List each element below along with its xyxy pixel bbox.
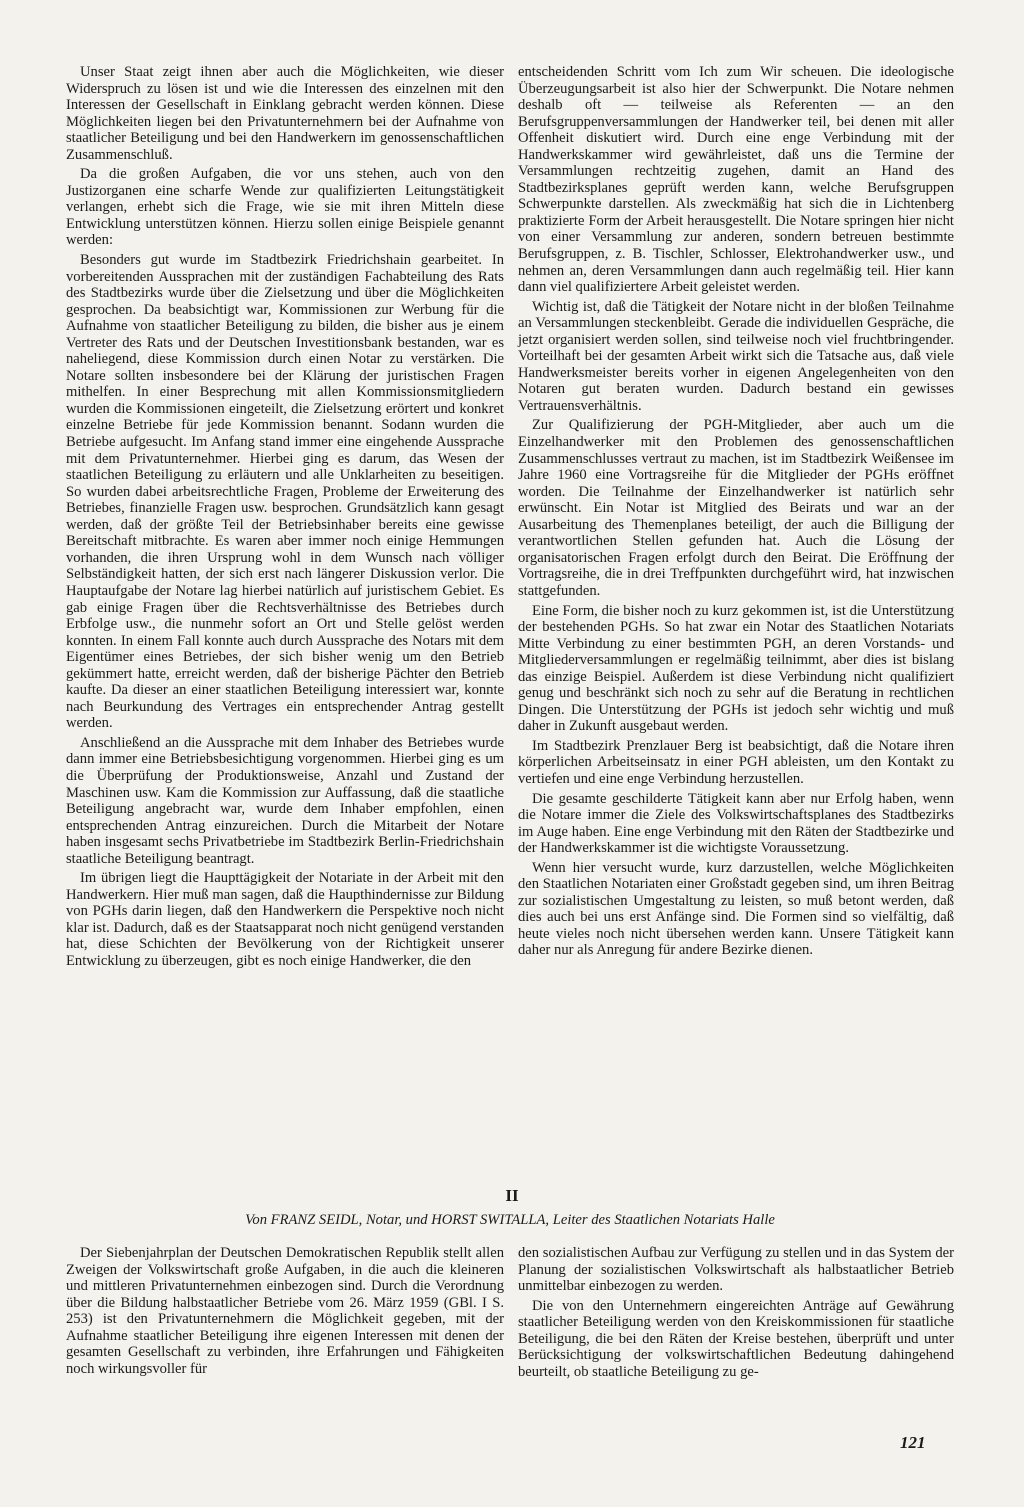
page-number: 121: [900, 1433, 926, 1452]
paragraph: Wichtig ist, daß die Tätigkeit der Notare nicht in der bloßen Teilnahme an Versammlungen steckenbleibt. Gerade die individuellen Gespräche, die jetzt organisiert werden sollen, sind teilweise noch viel fruchtbringender. Vorteilhaft bei der gesamten Arbeit wirkt sich die Tatsache aus, daß viele Handwerksmeister bereits vorher in eigenen Angelegenheiten von den Notaren gut beraten wurden. Dadurch bestand ein gewisses Vertrauensverhältnis.: [518, 298, 954, 414]
paragraph: Zur Qualifizierung der PGH-Mitglieder, aber auch um die Einzelhandwerker mit den Problemen des genossenschaftlichen Zusammenschlusses vertraut zu machen, ist im Stadtbezirk Weißensee im Jahre 1960 eine Vortragsreihe für die Mitglieder der PGHs eröffnet worden. Die Teilnahme der Einzelhandwerker ist natürlich sehr erwünscht. Ein Notar ist Mitglied des Beirats und war an der Ausarbeitung des Themenplanes beteiligt, der auch die Billigung der verantwortlichen Stellen gefunden hat. Auch die Lösung der organisatorischen Fragen erfolgt durch den Beirat. Die Eröffnung der Vortragsreihe, die in drei Treffpunkten durchgeführt wird, hat inzwischen stattgefunden.: [518, 417, 954, 599]
paragraph: den sozialistischen Aufbau zur Verfügung zu stellen und in das System der Planung der sozialistischen Volkswirtschaft als halbstaatlicher Betrieb unmittelbar einbezogen zu werden.: [518, 1245, 954, 1295]
paragraph: Die gesamte geschilderte Tätigkeit kann aber nur Erfolg haben, wenn die Notare immer die Ziele des Volkswirtschaftsplanes des Stadtbezirks im Auge haben. Eine enge Verbindung mit den Räten der Stadtbezirke und der Handwerkskammer ist die wichtigste Voraussetzung.: [518, 790, 954, 857]
right-column-top: [518, 64, 954, 962]
section-byline: Von FRANZ SEIDL, Notar, und HORST SWITALLA, Leiter des Staatlichen Notariats Halle: [245, 1212, 775, 1228]
paragraph: Unser Staat zeigt ihnen aber auch die Möglichkeiten, wie dieser Widerspruch zu lösen ist und wie die Interessen des einzelnen mit den Interessen der Gesellschaft in Einklang gebracht werden können. Diese Möglichkeiten liegen bei den Privatunternehmern bei der Aufnahme von staatlicher Beteiligung und bei den Handwerkern im genossenschaftlichen Zusammenschluß.: [66, 64, 504, 163]
paragraph: Besonders gut wurde im Stadtbezirk Friedrichshain gearbeitet. In vorbereitenden Aussprachen mit der zuständigen Fachabteilung des Rats des Stadtbezirks wurde über die Zielsetzung und über die Möglichkeiten gesprochen. Da beabsichtigt war, Kommissionen zur Werbung für die Aufnahme von staatlicher Beteiligung zu bilden, die bisher aus je einem Vertreter des Rats und der Deutschen Investitionsbank bestanden, war es naheliegend, diese Kommission durch einen Notar zu verstärken. Die Notare sollten insbesondere bei der Klärung der juristischen Fragen mithelfen. In einer Besprechung mit allen Kommissionsmitgliedern wurden die Kommissionen eingeteilt, die Zielsetzung erörtert und konkret einzelne Betriebe für jede Kommission benannt. Sodann wurden die Betriebe aufgesucht. Im Anfang stand immer eine eingehende Aussprache mit dem Privatunternehmer. Hierbei ging es darum, das Wesen der staatlichen Beteiligung zu erläutern und alle Unklarheiten zu beseitigen. So wurden dabei arbeitsrechtliche Fragen, Probleme der Erweiterung des Betriebes, finanzielle Fragen usw. besprochen. Grundsätzlich kann gesagt werden, daß der größte Teil der Betriebsinhaber bereits eine gewisse Bereitschaft mitbrachte. Es waren aber immer noch einige Hemmungen vorhanden, die ihren Ursprung wohl in dem Wunsch nach völliger Selbständigkeit hatten, der sich erst nach längerer Diskussion verlor. Die Hauptaufgabe der Notare lag hierbei natürlich auf juristischem Gebiet. Es gab einige Fragen über die Rechtsverhältnisse des Betriebes durch Erbfolge usw., die nunmehr sofort an Ort und Stelle gelöst werden konnten. In einem Fall konnte auch durch Aussprache des Notars mit dem Eigentümer eines Betriebes, der sich bisher wenig um den Betrieb gekümmert hatte, erreicht werden, daß der bisherige Pächter den Betrieb kaufte. Da dieser an einer staatlichen Beteiligung interessiert war, konnte nach Beurkundung des Vertrages ein entsprechender Antrag gestellt werden.: [66, 252, 504, 732]
paragraph: Anschließend an die Aussprache mit dem Inhaber des Betriebes wurde dann immer eine Betriebsbesichtigung vorgenommen. Hierbei ging es um die Überprüfung der Produktionsweise, Anzahl und Zustand der Maschinen usw. Kam die Kommission zur Auffassung, daß die staatliche Beteiligung angebracht war, wurde dem Inhaber empfohlen, einen entsprechenden Antrag einzureichen. Durch die Mitarbeit der Notare haben insgesamt sechs Privatbetriebe im Stadtbezirk Berlin-Friedrichshain staatliche Beteiligung beantragt.: [66, 734, 504, 867]
paragraph: Wenn hier versucht wurde, kurz darzustellen, welche Möglichkeiten den Staatlichen Notariaten einer Großstadt gegeben sind, um ihren Beitrag zur sozialistischen Umgestaltung zu leisten, so muß betont werden, daß dies auch bei uns erst Anfänge sind. Die Formen sind so vielfältig, daß heute vieles noch nicht übersehen werden kann. Unsere Tätigkeit kann daher nur als Anregung für andere Bezirke dienen.: [518, 859, 954, 959]
paragraph: Die von den Unternehmern eingereichten Anträge auf Gewährung staatlicher Beteiligung werden von den Kreiskommissionen für staatliche Beteiligung, die bei den Räten der Kreise bestehen, überprüft und unter Berücksichtigung der volkswirtschaftlichen Bedeutung dahingehend beurteilt, ob staatliche Beteiligung zu ge-: [518, 1297, 954, 1380]
paragraph: Der Siebenjahrplan der Deutschen Demokratischen Republik stellt allen Zweigen der Volkswirtschaft große Aufgaben, in die auch die kleineren und mittleren Privatunternehmen einbezogen sind. Durch die Verordnung über die Bildung halbstaatlicher Betriebe vom 26. März 1959 (GBl. I S. 253) ist den Privatunternehmern die Möglichkeit gegeben, mit der Aufnahme staatlicher Beteiligung ihre eigenen Interessen mit denen der gesamten Gesellschaft zu verbinden, ihre Erfahrungen und Fähigkeiten noch wirkungsvoller für: [66, 1245, 504, 1377]
left-column-top: [66, 64, 504, 973]
right-column-bottom: [518, 1245, 954, 1383]
left-column-bottom: [66, 1245, 504, 1380]
section-number: II: [505, 1186, 519, 1205]
paragraph: Eine Form, die bisher noch zu kurz gekommen ist, ist die Unterstützung der bestehenden PGHs. So hat zwar ein Notar des Staatlichen Notariats Mitte Verbindung zu einer bestimmten PGH, an deren Vorstands- und Mitgliederversammlungen er regelmäßig teilnimmt, aber dies ist bislang das einzige Beispiel. Außerdem ist diese Verbindung nicht qualifiziert genug und beschränkt sich noch zu sehr auf die Beratung in rechtlichen Dingen. Die Unterstützung der PGHs ist jedoch sehr wichtig und muß daher in Zukunft ausgebaut werden.: [518, 602, 954, 735]
paragraph: entscheidenden Schritt vom Ich zum Wir scheuen. Die ideologische Überzeugungsarbeit ist also hier der Schwerpunkt. Die Notare nehmen deshalb oft — teilweise als Referenten — an den Berufsgruppenversammlungen der Handwerker teil, bei denen mit aller Offenheit diskutiert wird. Durch eine enge Verbindung mit der Handwerkskammer wird gewährleistet, daß uns die Termine der Versammlungen rechtzeitig zugehen, damit an Hand des Stadtbezirksplanes geprüft werden kann, welche Berufsgruppen Schwerpunkte darstellen. Als zweckmäßig hat sich die in Lichtenberg praktizierte Form der Arbeit herausgestellt. Die Notare springen hier nicht von einer Versammlung zur anderen, sondern betreuen bestimmte Berufsgruppen, z. B. Tischler, Schlosser, Elektrohandwerker usw., und nehmen an, deren Versammlungen dann auch regelmäßig teil. Hier kann dann viel qualifiziertere Arbeit geleistet werden.: [518, 64, 954, 296]
paragraph: Im übrigen liegt die Haupttägigkeit der Notariate in der Arbeit mit den Handwerkern. Hier muß man sagen, daß die Haupthindernisse zur Bildung von PGHs darin liegen, daß den Handwerkern die Perspektive noch nicht klar ist. Dadurch, daß es der Staatsapparat noch nicht genügend verstanden hat, diese Schichten der Bevölkerung von der Richtigkeit unserer Entwicklung zu überzeugen, gibt es noch einige Handwerker, die den: [66, 870, 504, 969]
paragraph: Im Stadtbezirk Prenzlauer Berg ist beabsichtigt, daß die Notare ihren körperlichen Arbeitseinsatz in einer PGH ableisten, um den Kontakt zu vertiefen und eine enge Verbindung herzustellen.: [518, 737, 954, 787]
paragraph: Da die großen Aufgaben, die vor uns stehen, auch von den Justizorganen eine scharfe Wende zur qualifizierten Leitungstätigkeit verlangen, erhebt sich die Frage, wie sie mit ihren Mitteln diese Entwicklung unterstützen können. Hierzu sollen einige Beispiele genannt werden:: [66, 166, 504, 249]
